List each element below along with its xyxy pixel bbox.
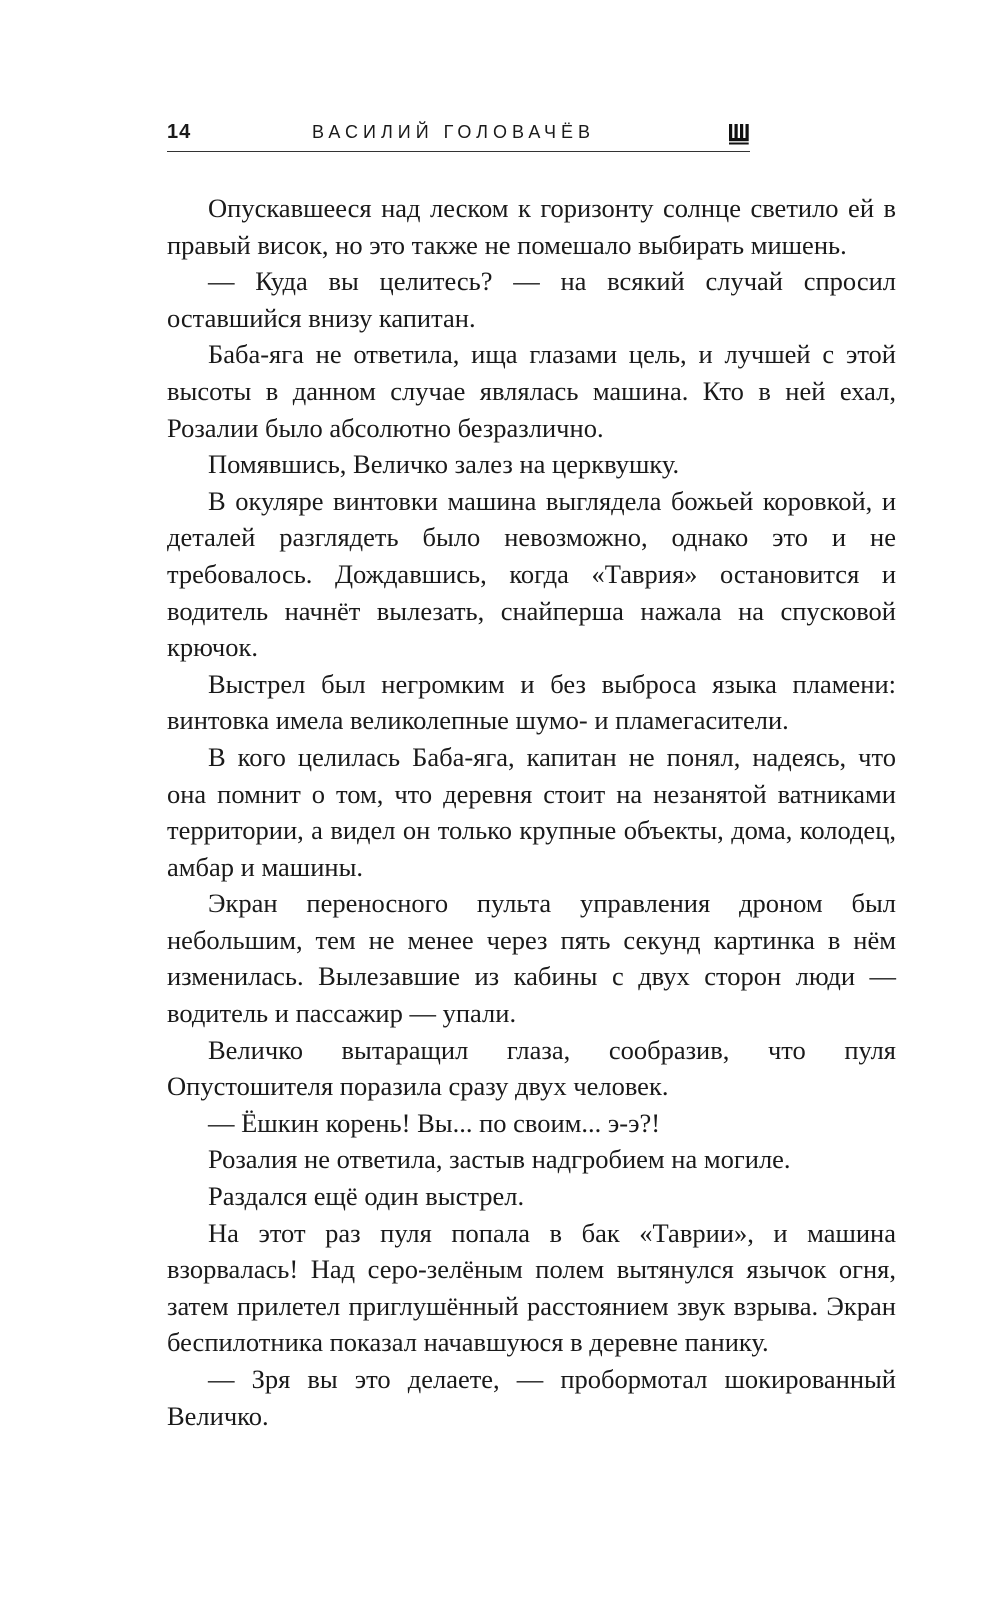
paragraph: Экран переносного пульта управления дроном был небольшим, тем не менее через пять секунд картинка в нём изменилась. Вылезавшие из кабины с двух сторон люди — водитель и пассажир — упали. bbox=[167, 888, 896, 1029]
paragraph: — Ёшкин корень! Вы... по своим... э-э?! bbox=[208, 1107, 661, 1138]
paragraph: — Зря вы это делаете, — пробормотал шокированный Величко. bbox=[167, 1364, 896, 1431]
paragraph: Баба-яга не ответила, ища глазами цель, и лучшей с этой высоты в данном случае являлась машина. Кто в ней ехал, Розалии было абсолютно безразлично. bbox=[167, 339, 896, 443]
paragraph: В окуляре винтовки машина выглядела божьей коровкой, и деталей разглядеть было невозможно, однако это и не требовалось. Дождавшись, когда «Таврия» остановится и водитель начнёт вылезать, снайперша нажала на спусковой крючок. bbox=[167, 485, 896, 663]
paragraph: Раздался ещё один выстрел. bbox=[208, 1181, 525, 1212]
paragraph: На этот раз пуля попала в бак «Таврии», и машина взорвалась! Над серо-зелёным полем вытянулся язычок огня, затем прилетел приглушённый расстоянием звук взрыва. Экран беспилотника показал начавшуюся в деревне панику. bbox=[167, 1217, 896, 1358]
paragraph: Розалия не ответила, застыв надгробием на могиле. bbox=[208, 1144, 791, 1175]
running-header bbox=[167, 117, 750, 152]
body-text bbox=[167, 190, 896, 1434]
paragraph: Опускавшееся над леском к горизонту солнце светило ей в правый висок, но это также не помешало выбирать мишень. bbox=[167, 193, 896, 260]
paragraph: Помявшись, Величко залез на церквушку. bbox=[208, 449, 680, 480]
paragraph: Величко вытаращил глаза, сообразив, что пуля Опустошителя поразила сразу двух человек. bbox=[167, 1034, 896, 1102]
publisher-logo-icon bbox=[728, 123, 750, 145]
paragraph: Выстрел был негромким и без выброса языка пламени: винтовка имела великолепные шумо- и пламегасители. bbox=[167, 668, 896, 736]
paragraph: — Куда вы целитесь? — на всякий случай спросил оставшийся внизу капитан. bbox=[167, 266, 896, 333]
paragraph: В кого целилась Баба-яга, капитан не понял, надеясь, что она помнит о том, что деревня стоит на незанятой ватниками территории, а видел он только крупные объекты, дома, колодец, амбар и машины. bbox=[167, 741, 896, 882]
page-number: 14 bbox=[167, 121, 192, 143]
author-name: ВАСИЛИЙ ГОЛОВАЧЁВ bbox=[312, 122, 596, 142]
